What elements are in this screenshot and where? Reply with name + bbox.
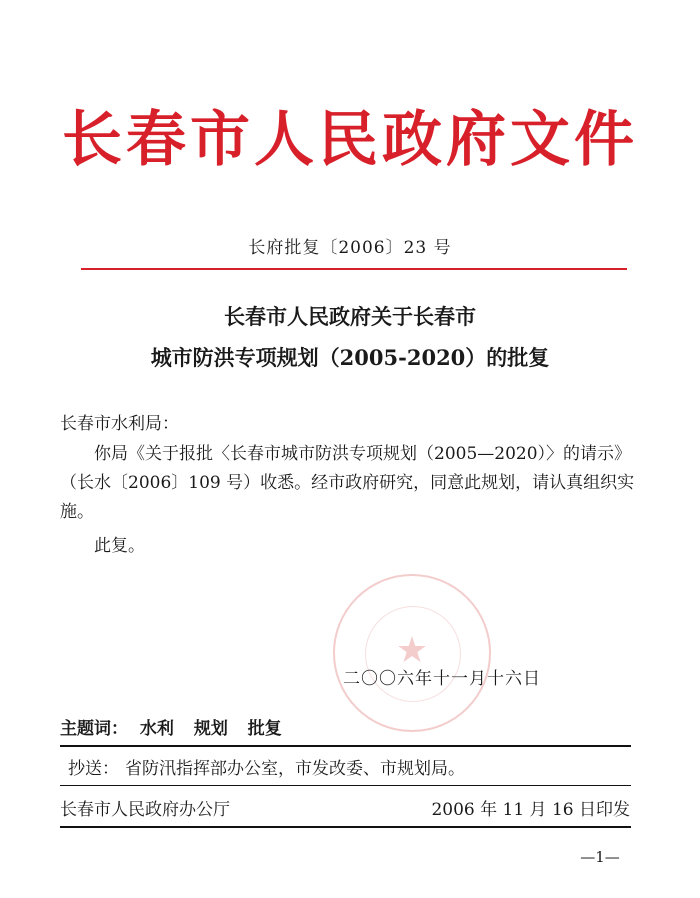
keyword-item: 批复 bbox=[247, 719, 282, 739]
body-paragraph: 你局《关于报批〈长春市城市防洪专项规划（2005—2020）〉的请示》（长水〔2006〕109 号）收悉。经市政府研究，同意此规划，请认真组织实施。 bbox=[60, 444, 635, 522]
addressee: 长春市水利局： bbox=[60, 414, 179, 434]
closing-text: 此复。 bbox=[94, 536, 145, 556]
subject-title-line1: 长春市人民政府关于长春市 bbox=[224, 304, 476, 329]
cc-recipients: 省防汛指挥部办公室，市发改委、市规划局。 bbox=[125, 759, 465, 779]
footer-divider-bottom bbox=[60, 826, 631, 828]
issuing-office: 长春市人民政府办公厅 bbox=[60, 800, 230, 820]
issue-date: 2006 年 11 月 16 日印发 bbox=[431, 800, 630, 820]
cc-label: 抄送： bbox=[68, 759, 119, 779]
document-number: 长府批复〔2006〕23 号 bbox=[248, 238, 452, 258]
keyword-item: 水利 bbox=[139, 719, 174, 739]
keywords-line bbox=[60, 714, 296, 739]
subject-title-line2: 城市防洪专项规划（2005-2020）的批复 bbox=[150, 345, 550, 370]
signature-date: 二〇〇六年十一月十六日 bbox=[343, 669, 541, 689]
keyword-item: 规划 bbox=[193, 719, 228, 739]
footer-divider-middle bbox=[60, 785, 631, 786]
document-header-title: 长春市人民政府文件 bbox=[62, 105, 638, 175]
official-seal-icon bbox=[333, 574, 491, 732]
page-number: —1— bbox=[580, 848, 620, 866]
seal-star-icon: ★ bbox=[395, 630, 429, 671]
keywords-label: 主题词： bbox=[60, 719, 128, 739]
cc-line bbox=[60, 754, 630, 779]
footer-divider-top bbox=[60, 745, 631, 747]
header-red-divider bbox=[81, 268, 627, 270]
